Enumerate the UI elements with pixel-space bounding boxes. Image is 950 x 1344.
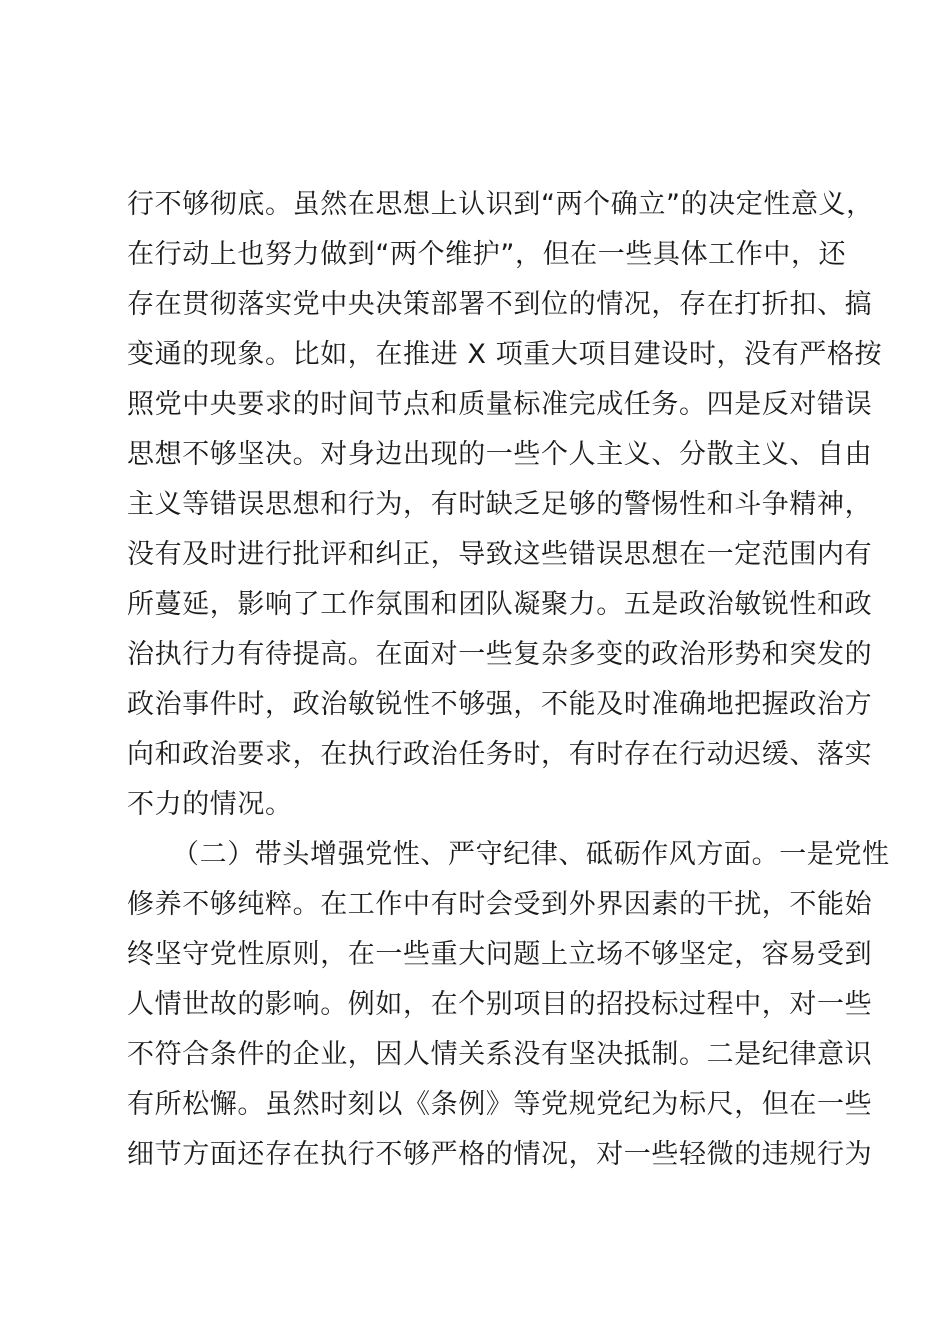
paragraph-line: 存在贯彻落实党中央决策部署不到位的情况，存在打折扣、搞: [127, 289, 873, 320]
paragraph-line: 思想不够坚决。对身边出现的一些个人主义、分散主义、自由: [127, 439, 873, 470]
paragraph-line: 政治事件时，政治敏锐性不够强，不能及时准确地把握政治方: [127, 689, 873, 720]
paragraph-line: 照党中央要求的时间节点和质量标准完成任务。四是反对错误: [127, 389, 873, 420]
paragraph-line: 细节方面还存在执行不够严格的情况，对一些轻微的违规行为: [127, 1139, 873, 1170]
paragraph-line: 行不够彻底。虽然在思想上认识到“两个确立”的决定性意义，: [127, 189, 874, 220]
paragraph-line: 修养不够纯粹。在工作中有时会受到外界因素的干扰，不能始: [127, 889, 873, 920]
paragraph-line: 没有及时进行批评和纠正，导致这些错误思想在一定范围内有: [127, 539, 873, 570]
paragraph-line: 人情世故的影响。例如，在个别项目的招投标过程中，对一些: [127, 989, 873, 1020]
paragraph-line: 主义等错误思想和行为，有时缺乏足够的警惕性和斗争精神，: [127, 489, 873, 520]
paragraph-line: 所蔓延，影响了工作氛围和团队凝聚力。五是政治敏锐性和政: [127, 589, 873, 620]
paragraph-line: 变通的现象。比如，在推进 X 项重大项目建设时，没有严格按: [127, 339, 883, 370]
paragraph-line: 不符合条件的企业，因人情关系没有坚决抵制。二是纪律意识: [127, 1039, 873, 1070]
paragraph-line: 向和政治要求，在执行政治任务时，有时存在行动迟缓、落实: [127, 739, 873, 770]
paragraph-line: 有所松懈。虽然时刻以《条例》等党规党纪为标尺，但在一些: [127, 1089, 873, 1120]
paragraph-line: 在行动上也努力做到“两个维护”，但在一些具体工作中，还: [127, 239, 847, 270]
paragraph-line: 不力的情况。: [127, 789, 293, 820]
paragraph-line: （二）带头增强党性、严守纪律、砥砺作风方面。一是党性: [172, 839, 890, 870]
paragraph-line: 治执行力有待提高。在面对一些复杂多变的政治形势和突发的: [127, 639, 873, 670]
paragraph-line: 终坚守党性原则，在一些重大问题上立场不够坚定，容易受到: [127, 939, 873, 970]
